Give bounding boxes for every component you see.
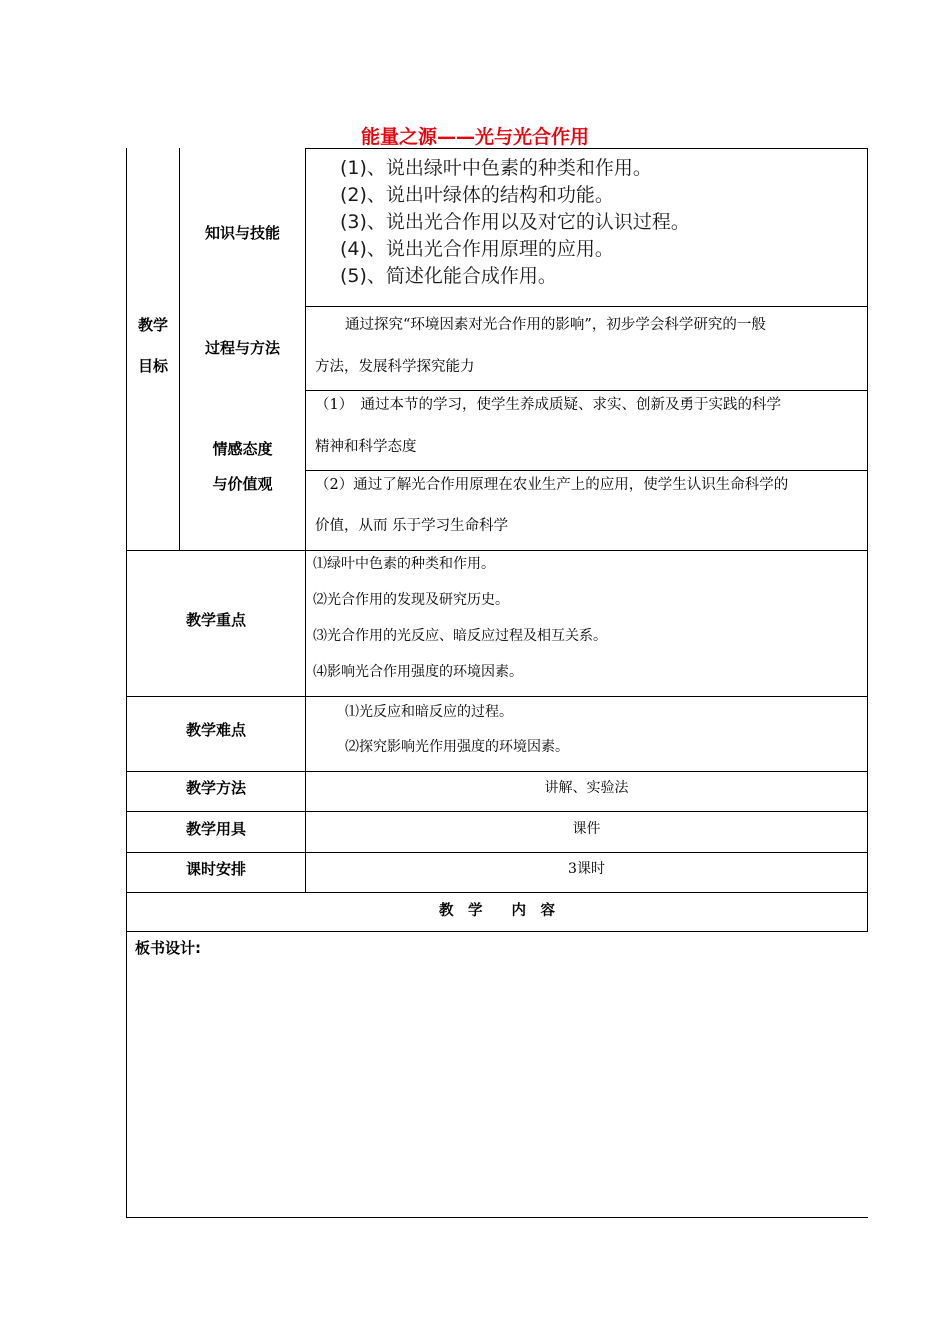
- list-item: ⑷影响光合作用强度的环境因素。: [313, 664, 523, 680]
- list-item: ⑴绿叶中色素的种类和作用。: [313, 556, 495, 572]
- list-item: ⑴光反应和暗反应的过程。: [345, 704, 513, 720]
- list-item: (5)、简述化能合成作用。: [340, 265, 557, 287]
- content-header: 教 学 内 容: [439, 903, 555, 919]
- attitude-item2-line2: 价值，从而 乐于学习生命科学: [315, 518, 509, 534]
- list-item: (3)、说出光合作用以及对它的认识过程。: [340, 211, 690, 233]
- process-label: 过程与方法: [204, 339, 280, 357]
- schedule-label: 课时安排: [185, 860, 246, 878]
- list-item: (2)、说出叶绿体的结构和功能。: [340, 184, 614, 206]
- page-title: 能量之源——光与光合作用: [360, 126, 589, 148]
- knowledge-list: [340, 155, 865, 290]
- attitude-label: 情感态度 与价值观: [212, 440, 273, 493]
- tools-value: 课件: [572, 821, 601, 837]
- method-value: 讲解、实验法: [544, 780, 629, 796]
- schedule-value: 3课时: [568, 861, 605, 877]
- difficulties-label: 教学难点: [185, 721, 246, 739]
- key-points-list: [313, 554, 863, 698]
- knowledge-label: 知识与技能: [204, 224, 280, 242]
- process-text-line2: 方法，发展科学探究能力: [315, 359, 475, 375]
- list-item: ⑵光合作用的发现及研究历史。: [313, 592, 509, 608]
- key-points-label: 教学重点: [185, 611, 246, 629]
- list-item: ⑶光合作用的光反应、暗反应过程及相互关系。: [313, 628, 607, 644]
- board-design-label: 板书设计:: [135, 939, 201, 957]
- process-text-line1: 通过探究“环境因素对光合作用的影响”，初步学会科学研究的一般: [345, 317, 766, 333]
- difficulties-list: [345, 702, 863, 772]
- list-item: (4)、说出光合作用原理的应用。: [340, 238, 614, 260]
- objectives-label: 教学 目标: [137, 316, 168, 375]
- attitude-item1-line1: （1） 通过本节的学习，使学生养成质疑、求实、创新及勇于实践的科学: [315, 397, 781, 413]
- tools-label: 教学用具: [185, 820, 246, 838]
- attitude-item1-line2: 精神和科学态度: [315, 439, 417, 455]
- attitude-item2-line1: （2）通过了解光合作用原理在农业生产上的应用，使学生认识生命科学的: [315, 477, 789, 493]
- list-item: ⑵探究影响光作用强度的环境因素。: [345, 739, 569, 755]
- list-item: (1)、说出绿叶中色素的种类和作用。: [340, 157, 652, 179]
- method-label: 教学方法: [185, 779, 246, 797]
